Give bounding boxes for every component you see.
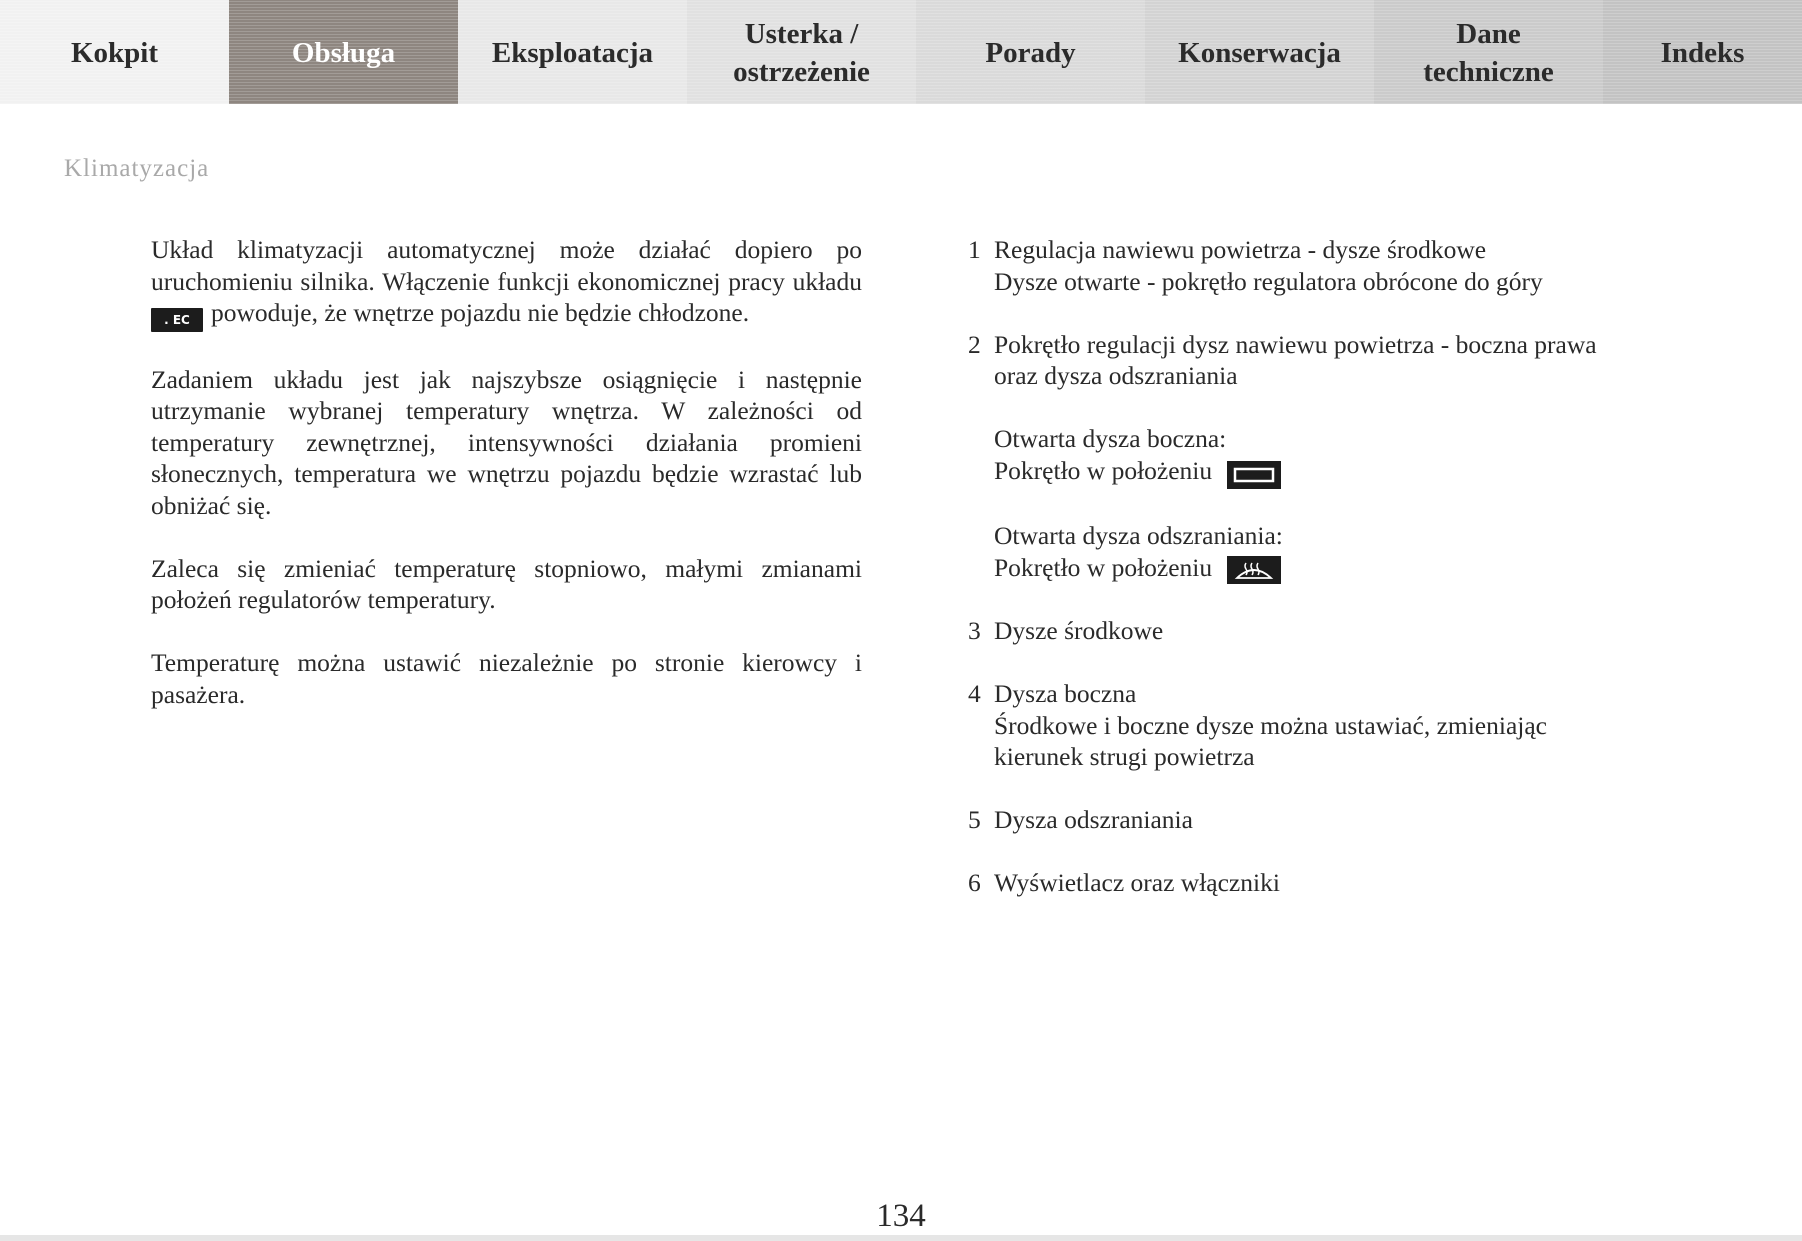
tab-kokpit[interactable]: Kokpit [0, 0, 229, 104]
paragraph-1 [151, 234, 862, 332]
item-text: kierunek strugi powietrza [994, 742, 1255, 771]
item-text: Dysza boczna [994, 679, 1137, 708]
item-number: 4 [968, 679, 981, 708]
tab-eksploatacja[interactable]: Eksploatacja [458, 0, 687, 104]
item-text: Otwarta dysza boczna: [994, 424, 1227, 453]
item-number: 1 [968, 235, 981, 264]
list-item [963, 329, 1683, 584]
item-text: Dysza odszraniania [994, 805, 1193, 834]
tab-dane-techniczne[interactable]: Dane techniczne [1374, 0, 1603, 104]
paragraph-4: Temperaturę można ustawić niezależnie po stronie kierowcy i pasażera. [151, 648, 862, 709]
item-text: Dysze otwarte - pokrętło regulatora obrócone do góry [994, 266, 1543, 296]
item-text: Pokrętło w położeniu [994, 552, 1213, 582]
section-title: Klimatyzacja [64, 155, 210, 182]
side-vent-position [994, 455, 1683, 489]
ec-button-icon: . EC [151, 308, 203, 332]
list-item [963, 804, 1683, 836]
item-number: 6 [968, 868, 981, 897]
item-text: oraz dysza odszraniania [994, 361, 1238, 390]
defrost-position [994, 552, 1683, 584]
paragraph-2: Zadaniem układu jest jak najszybsze osiągnięcie i następnie utrzymanie wybranej temperatury wnętrza. W zależności od temperatury zewnętrznej, intensywności działania promieni słonecznych, temperatura we wnętrzu pojazdu będzie wzrastać lub obniżać się. [151, 364, 862, 520]
item-text: Wyświetlacz oraz włączniki [994, 868, 1280, 897]
item-number: 3 [968, 616, 981, 645]
legend-list [963, 234, 1683, 930]
paragraph-1-text: Układ klimatyzacji automatycznej może działać dopiero po uruchomieniu silnika. Włączenie funkcji ekonomicznej pracy układu [151, 235, 862, 296]
item-text: Środkowe i boczne dysze można ustawiać, zmieniając [994, 710, 1547, 740]
item-number: 2 [968, 329, 981, 359]
windshield-defrost-icon [1227, 556, 1281, 584]
list-item [963, 678, 1683, 773]
chapter-tabs [0, 0, 1802, 104]
item-text: Pokrętło regulacji dysz nawiewu powietrza - boczna prawa [994, 329, 1597, 359]
tab-indeks[interactable]: Indeks [1603, 0, 1802, 104]
tab-obsluga[interactable]: Obsługa [229, 0, 458, 104]
paragraph-3: Zaleca się zmieniać temperaturę stopniowo, małymi zmianami położeń regulatorów temperatury. [151, 553, 862, 614]
list-item [963, 615, 1683, 647]
tab-konserwacja[interactable]: Konserwacja [1145, 0, 1374, 104]
item-text: Regulacja nawiewu powietrza - dysze środkowe [994, 235, 1487, 264]
item-number: 5 [968, 805, 981, 834]
list-item [963, 234, 1683, 297]
list-item [963, 867, 1683, 899]
left-column [151, 234, 862, 742]
tab-usterka-ostrzezenie[interactable]: Usterka / ostrzeżenie [687, 0, 916, 104]
tab-porady[interactable]: Porady [916, 0, 1145, 104]
paragraph-1-text-end: powoduje, że wnętrze pojazdu nie będzie chłodzone. [211, 298, 750, 327]
page-number: 134 [876, 1198, 926, 1234]
bottom-divider [0, 1235, 1802, 1241]
item-text: Dysze środkowe [994, 616, 1164, 645]
side-vent-icon [1227, 461, 1281, 489]
item-text: Pokrętło w położeniu [994, 455, 1213, 485]
item-text: Otwarta dysza odszraniania: [994, 521, 1283, 550]
